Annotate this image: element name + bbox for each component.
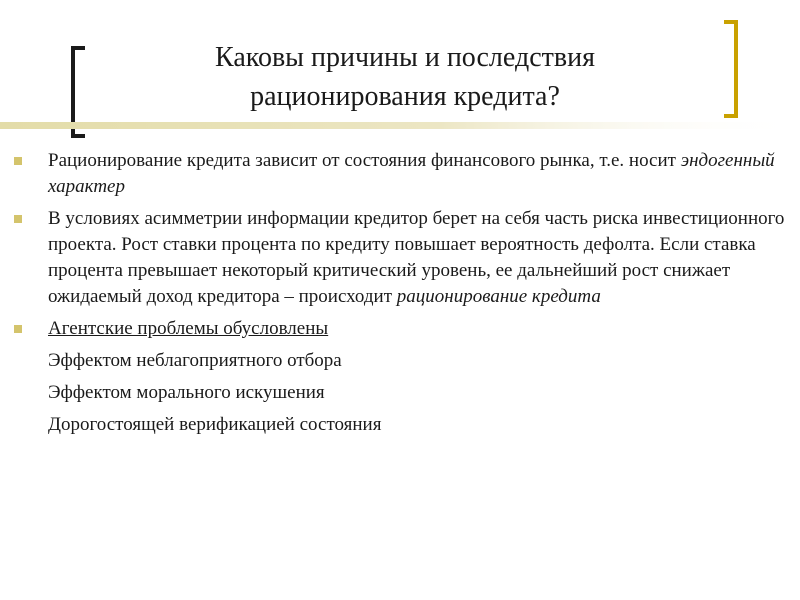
sub-item: Эффектом неблагоприятного отбора	[48, 350, 342, 371]
title-line-1: Каковы причины и последствия	[215, 42, 595, 73]
bullet-item	[14, 148, 790, 200]
slide-title	[150, 38, 660, 116]
bullet-item	[14, 206, 790, 310]
sub-item: Эффектом морального искушения	[48, 382, 325, 403]
bullet-emphasis: эндогенный характер	[48, 150, 775, 197]
bullet-text: В условиях асимметрии информации кредитор берет на себя часть риска инвестиционного проекта. Рост ставки процента по кредиту повышает вероятность дефолта. Если ставка процента превышает некоторый критический уровень, ее дальнейший рост снижает ожидаемый доход кредитора – происходит	[48, 208, 785, 307]
right-bracket-decoration	[722, 20, 740, 118]
bullet-text: Рационирование кредита зависит от состояния финансового рынка, т.е. носит	[48, 150, 681, 171]
title-underline-bar	[0, 122, 800, 129]
bullet-marker-icon	[14, 325, 22, 333]
bullet-emphasis: рационирование кредита	[396, 286, 601, 307]
bullet-marker-icon	[14, 157, 22, 165]
sub-item: Дорогостоящей верификацией состояния	[48, 414, 382, 435]
title-line-2: рационирования кредита?	[250, 81, 560, 112]
slide-body	[14, 148, 790, 444]
bullet-text: Агентские проблемы обусловлены	[48, 318, 329, 339]
bullet-marker-icon	[14, 215, 22, 223]
bullet-item	[14, 316, 790, 342]
